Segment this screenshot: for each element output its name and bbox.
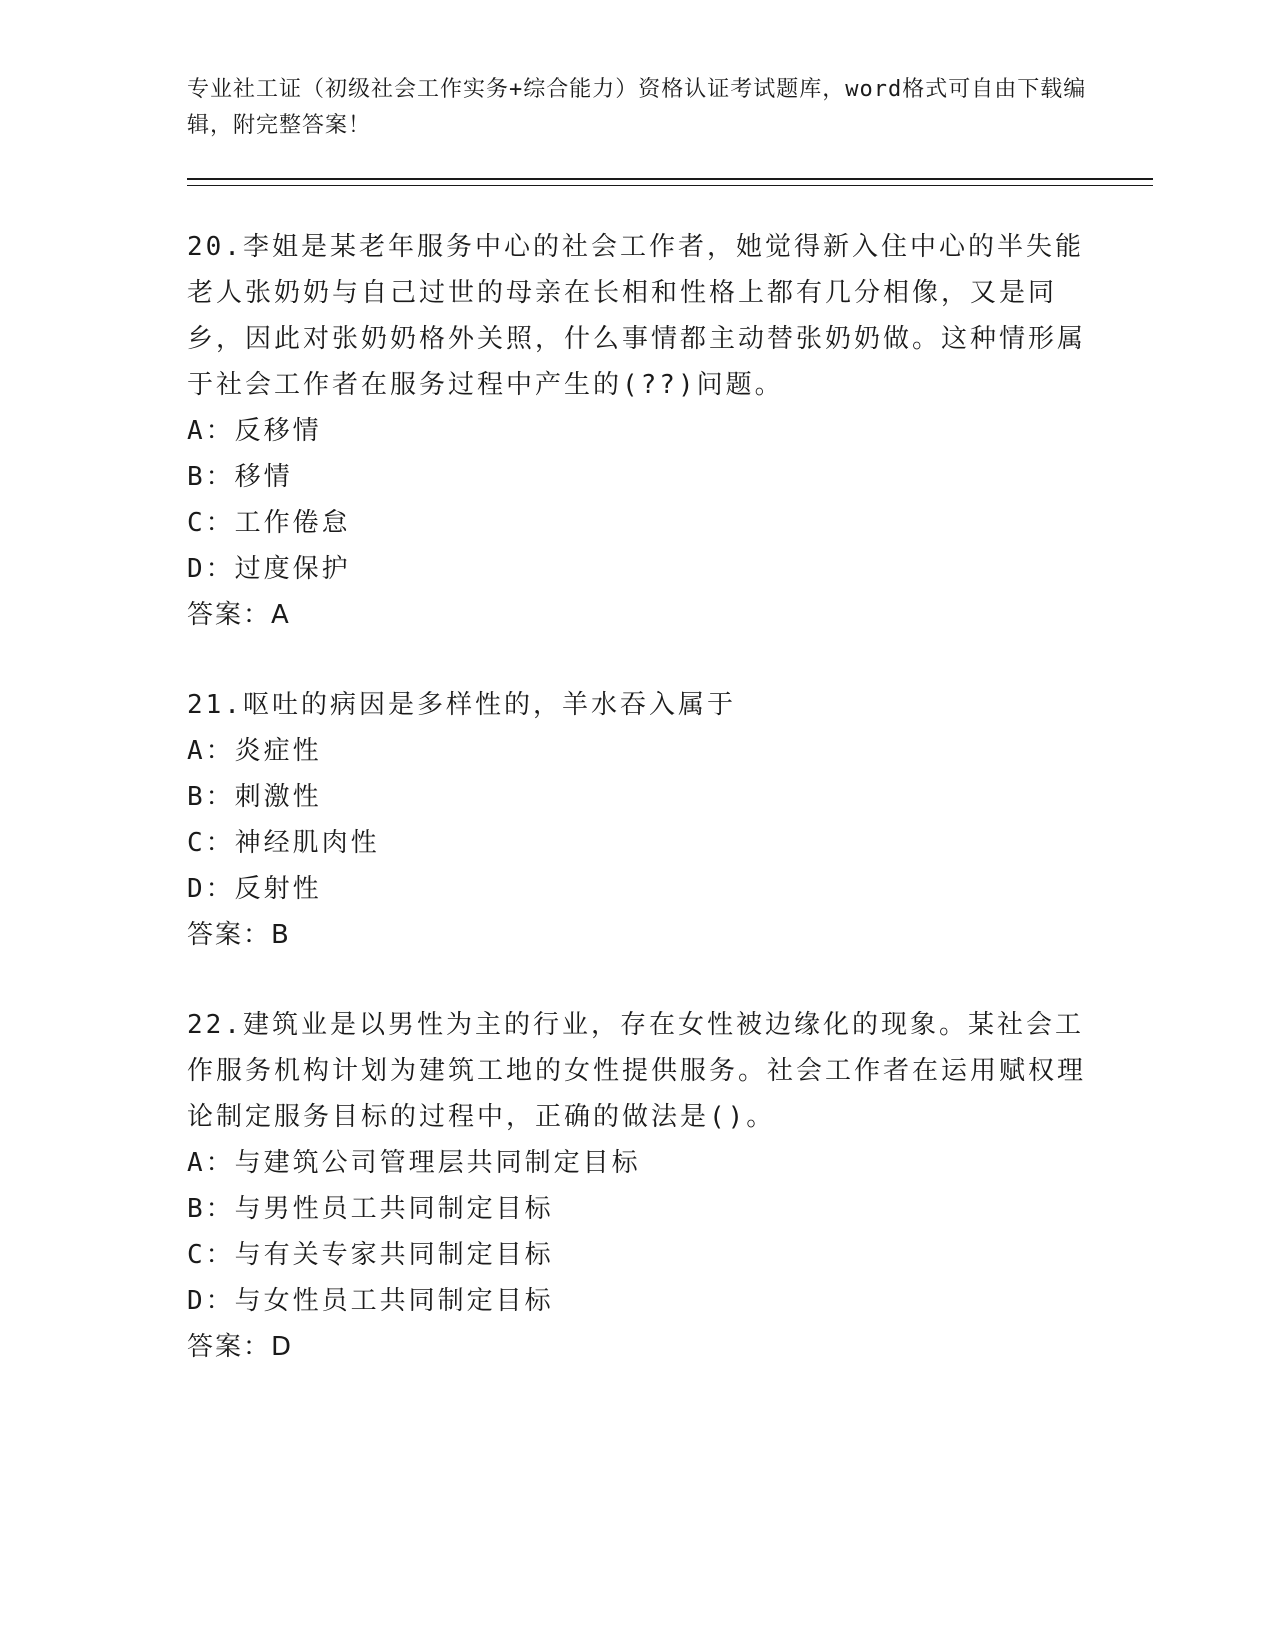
option-c: C：神经肌肉性 (187, 828, 380, 858)
option-b: B：刺激性 (187, 782, 322, 812)
question-stem: 21.呕吐的病因是多样性的，羊水吞入属于 (187, 690, 736, 720)
option-c: C：工作倦怠 (187, 508, 351, 538)
question-stem: 20.李姐是某老年服务中心的社会工作者，她觉得新入住中心的半失能老人张奶奶与自己过世的母亲在长相和性格上都有几分相像，又是同乡，因此对张奶奶格外关照，什么事情都主动替张奶奶做。这种情形属于社会工作者在服务过程中产生的(??)问题。 (187, 232, 1087, 400)
option-a: A：炎症性 (187, 736, 322, 766)
question-21 (187, 682, 1087, 958)
answer: 答案：B (187, 920, 291, 950)
option-d: D：反射性 (187, 874, 322, 904)
header-divider (187, 178, 1153, 186)
option-c: C：与有关专家共同制定目标 (187, 1240, 554, 1270)
answer: 答案：A (187, 600, 291, 630)
option-a: A：反移情 (187, 416, 322, 446)
question-22 (187, 1002, 1087, 1370)
option-d: D：与女性员工共同制定目标 (187, 1286, 554, 1316)
question-20 (187, 224, 1087, 638)
option-b: B：移情 (187, 462, 293, 492)
option-a: A：与建筑公司管理层共同制定目标 (187, 1148, 641, 1178)
question-stem: 22.建筑业是以男性为主的行业，存在女性被边缘化的现象。某社会工作服务机构计划为建筑工地的女性提供服务。社会工作者在运用赋权理论制定服务目标的过程中，正确的做法是()。 (187, 1010, 1087, 1132)
option-d: D：过度保护 (187, 554, 351, 584)
answer: 答案：D (187, 1332, 294, 1362)
document-header: 专业社工证（初级社会工作实务+综合能力）资格认证考试题库，word格式可自由下载编辑，附完整答案！ (187, 77, 1087, 138)
option-b: B：与男性员工共同制定目标 (187, 1194, 554, 1224)
